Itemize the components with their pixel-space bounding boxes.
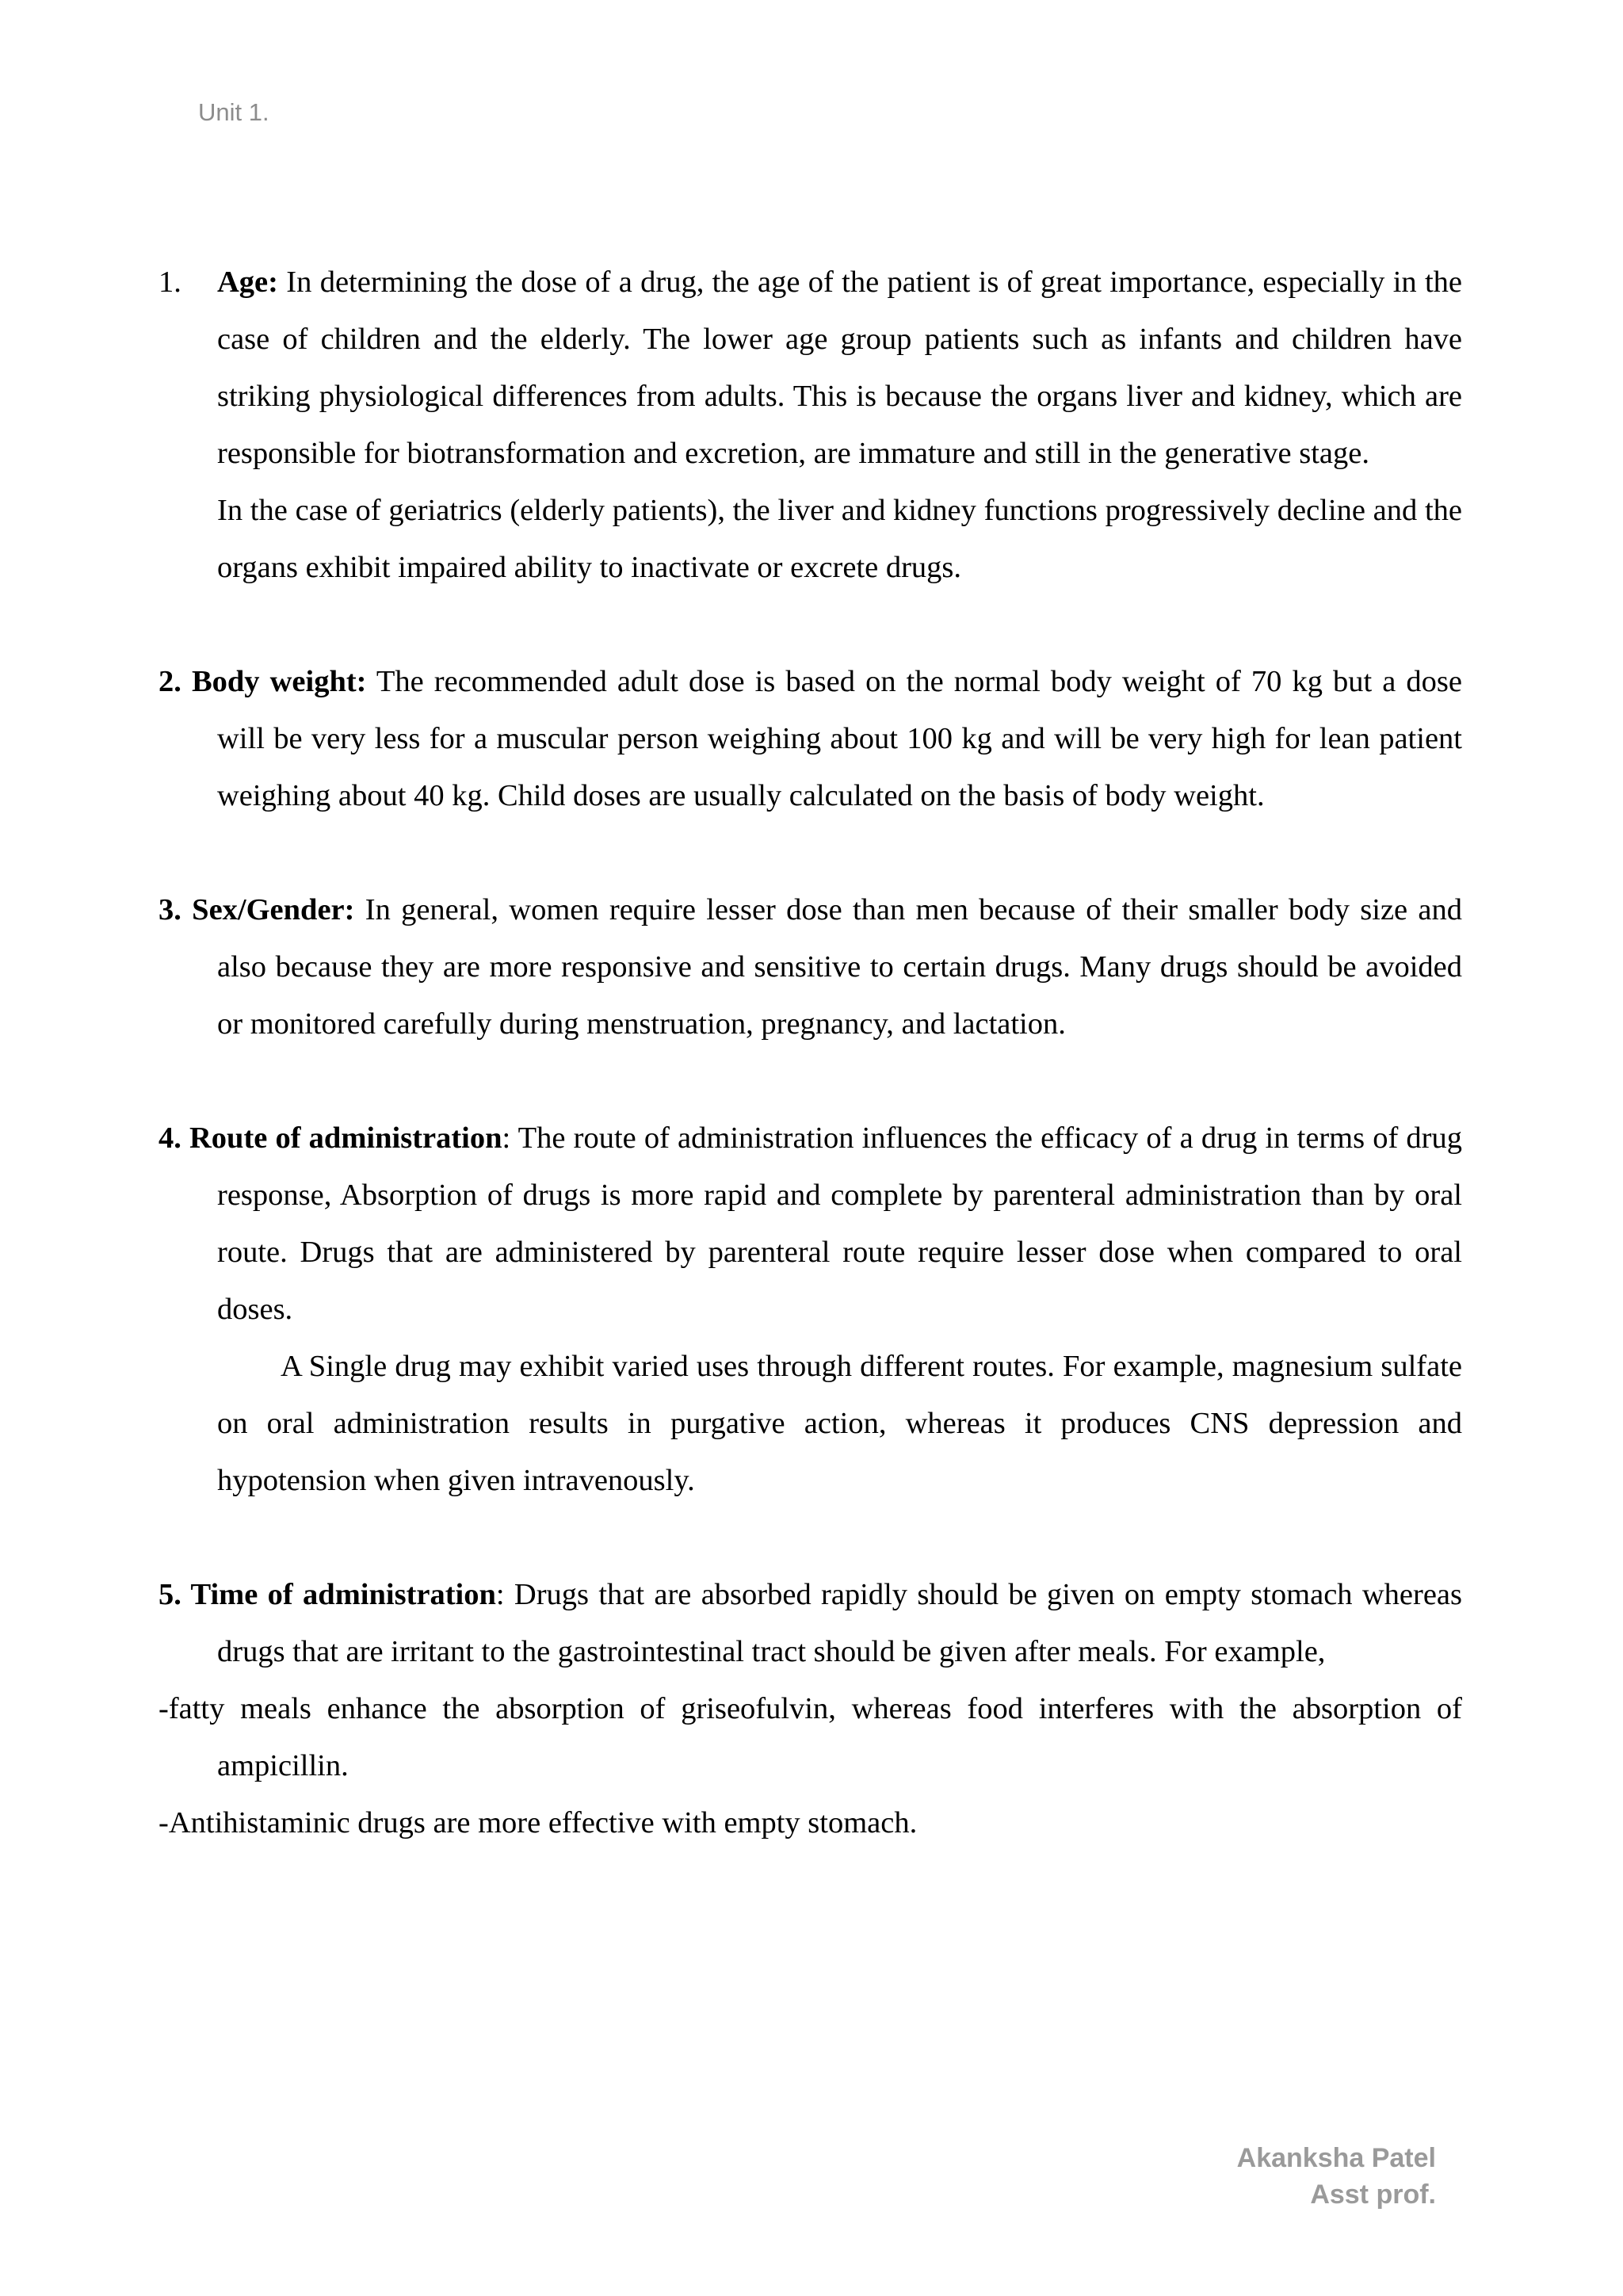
section-route — [158, 1110, 1462, 1509]
section-body-weight — [158, 653, 1462, 824]
section-age — [158, 254, 1462, 596]
body-weight-title: Body weight: — [191, 665, 367, 698]
sex-gender-text: In general, women require lesser dose than men because of their smaller body size and also because they are more responsive and sensitive to certain drugs. Many drugs should be avoided or monitored carefully during menstruation, pregnancy, and lactation. — [217, 893, 1462, 1041]
age-paragraph — [158, 254, 1462, 482]
body-weight-paragraph — [158, 653, 1462, 824]
document-body — [158, 254, 1462, 1908]
route-paragraph — [158, 1110, 1462, 1338]
section-sex-gender — [158, 881, 1462, 1052]
author-name: Akanksha Patel — [1236, 2143, 1436, 2173]
route-title: 4. Route of administration — [158, 1121, 502, 1155]
author-title: Asst prof. — [1310, 2179, 1436, 2210]
time-bullet-griseofulvin: -fatty meals enhance the absorption of griseofulvin, whereas food interferes with the absorption of ampicillin. — [158, 1692, 1462, 1782]
page-footer-author — [1237, 2140, 1436, 2213]
body-weight-text: The recommended adult dose is based on the normal body weight of 70 kg but a dose will be very less for a muscular person weighing about 100 kg and will be very high for lean patient weighing about 40 kg. Child doses are usually calculated on the basis of body weight. — [217, 665, 1463, 812]
age-title: Age: — [217, 266, 278, 299]
sex-gender-title: 3. Sex/Gender: — [158, 893, 355, 926]
sex-gender-paragraph — [158, 881, 1462, 1052]
time-text: : Drugs that are absorbed rapidly should be given on empty stomach whereas drugs that are irritant to the gastrointestinal tract should be given after meals. For example, — [217, 1578, 1462, 1668]
section-time — [158, 1566, 1462, 1851]
age-text: In determining the dose of a drug, the age of the patient is of great importance, especially in the case of children and the elderly. The lower age group patients such as infants and children have striking physiological differences from adults. This is because the organs liver and kidney, which are responsible for biotransformation and excretion, are immature and still in the generative stage. — [217, 266, 1462, 470]
time-title: 5. Time of administration — [158, 1578, 496, 1611]
route-example-paragraph: A Single drug may exhibit varied uses through different routes. For example, magnesium sulfate on oral administration results in purgative action, whereas it produces CNS depression and hypotension when given intravenously. — [217, 1350, 1462, 1497]
page-header-unit: Unit 1. — [198, 98, 269, 126]
route-text: : The route of administration influences the efficacy of a drug in terms of drug response, Absorption of drugs is more rapid and complete by parenteral administration than by oral route. Drugs that are administered by parenteral route require lesser dose when compared to oral doses. — [217, 1121, 1462, 1326]
time-bullet-antihistaminic: -Antihistaminic drugs are more effective with empty stomach. — [158, 1806, 918, 1839]
time-paragraph — [158, 1566, 1462, 1680]
age-number: 1. — [158, 266, 181, 299]
age-geriatrics-paragraph: In the case of geriatrics (elderly patients), the liver and kidney functions progressively decline and the organs exhibit impaired ability to inactivate or excrete drugs. — [217, 494, 1462, 584]
body-weight-number: 2. — [158, 665, 192, 698]
